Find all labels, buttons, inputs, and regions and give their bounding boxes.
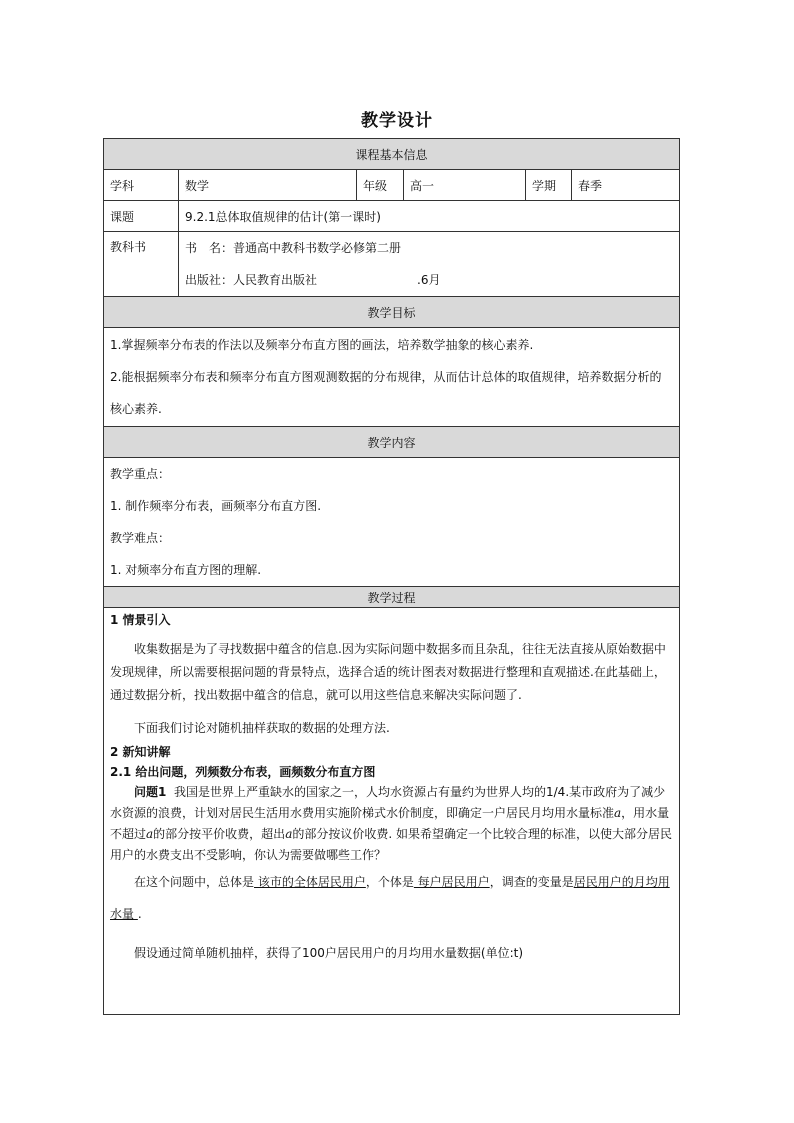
term-label: 学期 bbox=[526, 170, 572, 201]
goals-header-row bbox=[104, 297, 680, 328]
key-points-label: 教学重点： bbox=[110, 467, 171, 481]
content-header: 教学内容 bbox=[104, 427, 680, 458]
content-body bbox=[104, 458, 680, 587]
goal-item: 1.掌握频率分布表的作法以及频率分布直方图的画法，培养数学抽象的核心素养. bbox=[110, 338, 534, 352]
grade-label: 年级 bbox=[357, 170, 404, 201]
grade-value: 高一 bbox=[404, 170, 526, 201]
difficulty-item: 1. 对频率分布直方图的理解. bbox=[110, 563, 262, 577]
topic-value: 9.2.1总体取值规律的估计(第一课时) bbox=[179, 201, 680, 232]
intro-paragraph: 收集数据是为了寻找数据中蕴含的信息.因为实际问题中数据多而且杂乱，往往无法直接从原始数据中发现规律，所以需要根据问题的背景特点，选择合适的统计图表对数据进行整理和直观描述.在此基础上，通过数据分析，找出数据中蕴含的信息，就可以用这些信息来解决实际问题了. bbox=[110, 642, 666, 702]
process-row bbox=[104, 608, 680, 1015]
goals-content bbox=[104, 328, 680, 427]
topic-row bbox=[104, 201, 680, 232]
book-name: 书 名：普通高中教科书数学必修第二册 bbox=[185, 241, 402, 255]
goal-item: 2.能根据频率分布表和频率分布直方图观测数据的分布规律，从而估计总体的取值规律，培养数据分析的核心素养. bbox=[110, 370, 662, 416]
document-title: 教学设计 bbox=[361, 111, 433, 131]
key-point-item: 1. 制作频率分布表，画频率分布直方图. bbox=[110, 499, 322, 513]
basic-info-row bbox=[104, 170, 680, 201]
lesson-plan-table bbox=[103, 138, 680, 1015]
variable-a: a bbox=[614, 806, 622, 820]
subject-label: 学科 bbox=[104, 170, 179, 201]
topic-label: 课题 bbox=[104, 201, 179, 232]
answer-population: 该市的全体居民用户 bbox=[254, 875, 366, 889]
answer-variable: 居民用户的月均用水量 bbox=[110, 875, 670, 921]
section-2-1-title: 2.1 给出问题，列频数分布表，画频数分布直方图 bbox=[110, 765, 376, 779]
process-header-row bbox=[104, 587, 680, 608]
variable-a: a bbox=[146, 827, 154, 841]
basic-info-header-row bbox=[104, 139, 680, 170]
difficulty-label: 教学难点： bbox=[110, 531, 171, 545]
section-2-title: 2 新知讲解 bbox=[110, 745, 171, 759]
publisher: 出版社：人民教育出版社 bbox=[185, 273, 318, 287]
section-1-title: 1 情景引入 bbox=[110, 613, 171, 627]
method-paragraph: 下面我们讨论对随机抽样获取的数据的处理方法. bbox=[134, 721, 390, 735]
publisher-line bbox=[185, 264, 673, 296]
fill-blank-paragraph: 在这个问题中，总体是 该市的全体居民用户，个体是 每户居民用户，调查的变量是居民用户的月均用水量 . bbox=[110, 875, 670, 921]
process-header: 教学过程 bbox=[104, 587, 680, 608]
question-paragraph: 问题1 我国是世界上严重缺水的国家之一，人均水资源占有量约为世界人均的1/4.某市政府为了减少水资源的浪费，计划对居民生活用水费用实施阶梯式水价制度，即确定一户居民月均用水量标准a，用水量不超过a的部分按平价收费，超出a的部分按议价收费. 如果希望确定一个比较合理的标准，以使大部分居民用户的水费支出不受影响，你认为需要做哪些工作？ bbox=[110, 785, 672, 862]
publish-date: .6月 bbox=[417, 273, 441, 287]
process-body bbox=[104, 608, 680, 1015]
textbook-row bbox=[104, 232, 680, 297]
term-value: 春季 bbox=[572, 170, 680, 201]
goals-header: 教学目标 bbox=[104, 297, 680, 328]
answer-individual: 每户居民用户 bbox=[413, 875, 490, 889]
question-label: 问题1 bbox=[134, 785, 167, 799]
textbook-label: 教科书 bbox=[104, 232, 179, 297]
textbook-info bbox=[179, 232, 680, 297]
sampling-paragraph: 假设通过简单随机抽样，获得了100户居民用户的月均用水量数据(单位:t) bbox=[134, 946, 524, 960]
content-row bbox=[104, 458, 680, 587]
goals-row bbox=[104, 328, 680, 427]
basic-info-header: 课程基本信息 bbox=[104, 139, 680, 170]
variable-a: a bbox=[285, 827, 293, 841]
content-header-row bbox=[104, 427, 680, 458]
subject-value: 数学 bbox=[179, 170, 357, 201]
